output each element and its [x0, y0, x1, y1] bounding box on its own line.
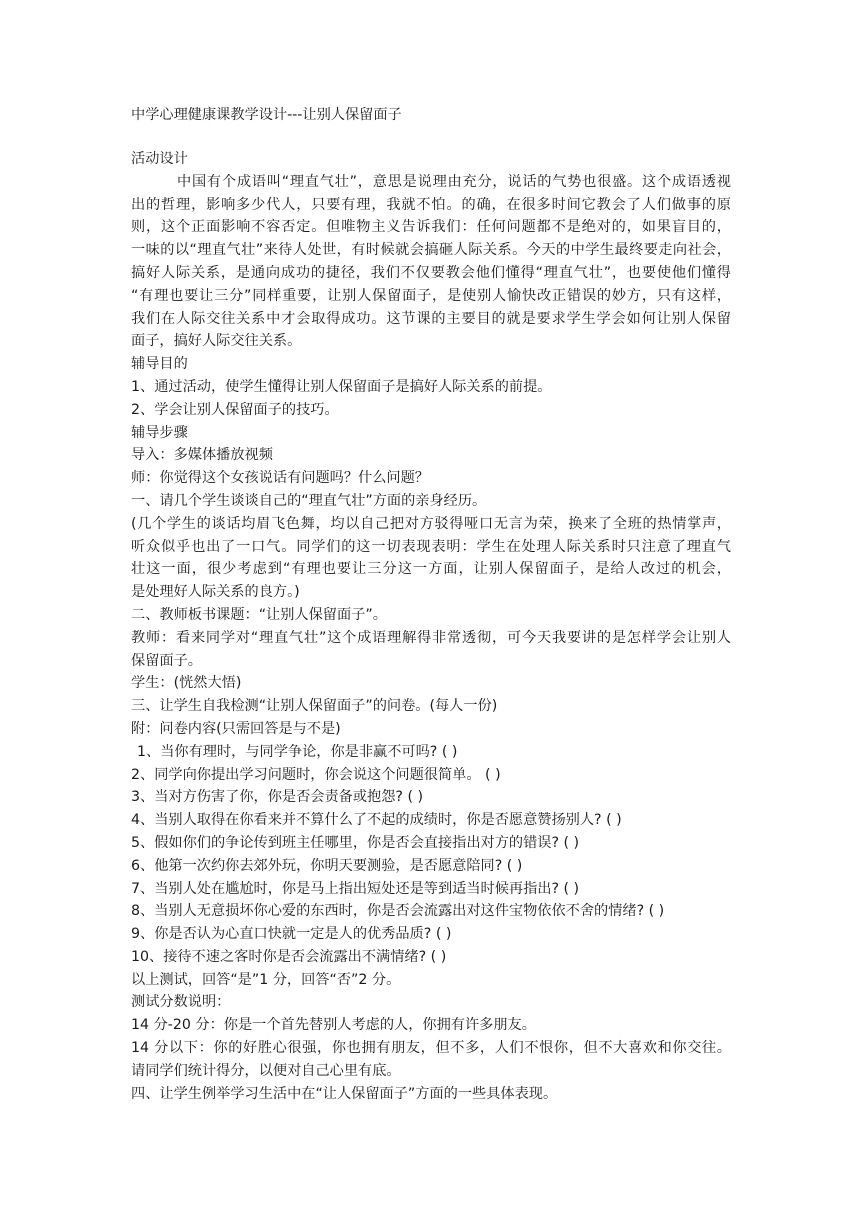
score-explanation: 14 分以下：你的好胜心很强，你也拥有朋友，但不多，人们不恨你，但不大喜欢和你交往。: [131, 1040, 731, 1057]
question-item: 2、同学向你提出学习问题时，你会说这个问题很简单。 ( ): [131, 766, 501, 783]
heading-activity-design: 活动设计: [131, 151, 188, 167]
question-item: 9、你是否认为心直口快就一定是人的优秀品质? ( ): [131, 926, 452, 943]
paragraph-line: “有理也要让三分”同样重要，让别人保留面子，是使别人愉快改正错误的妙方，只有这样，: [131, 287, 731, 304]
list-item: 1、通过活动，使学生懂得让别人保留面子是搞好人际关系的前提。: [131, 378, 552, 395]
paragraph-line: 中国有个成语叫“理直气壮”，意思是说理由充分，说话的气势也很盛。这个成语透视: [177, 173, 731, 190]
paragraph-line: 一味的以“理直气壮”来待人处世，有时候就会搞砸人际关系。今天的中学生最终要走向社会，: [131, 242, 731, 259]
score-explanation: 14 分-20 分：你是一个首先替别人考虑的人，你拥有许多朋友。: [131, 1017, 536, 1034]
paragraph-line: 测试分数说明：: [131, 994, 231, 1011]
paragraph-line: 以上测试，回答“是”1 分，回答“否”2 分。: [131, 971, 401, 988]
paragraph-line: 听众似乎也出了一口气。同学们的这一切表现表明：学生在处理人际关系时只注意了理直气: [131, 538, 731, 555]
paragraph-line: 师：你觉得这个女孩说话有问题吗？什么问题？: [131, 470, 429, 487]
question-item: 10、接待不速之客时你是否会流露出不满情绪? ( ): [131, 948, 447, 965]
paragraph-line: 面子，搞好人际交往关系。: [131, 333, 302, 350]
paragraph-line: 学生：(恍然大悟): [131, 675, 242, 692]
paragraph-line: 四、让学生例举学习生活中在“让人保留面子”方面的一些具体表现。: [131, 1085, 558, 1102]
heading-guidance-goal: 辅导目的: [131, 356, 188, 373]
question-item: 7、当别人处在尴尬时，你是马上指出短处还是等到适当时候再指出? ( ): [131, 880, 580, 897]
list-item: 2、学会让别人保留面子的技巧。: [131, 401, 339, 418]
document-title: 中学心理健康课教学设计---让别人保留面子: [131, 107, 402, 123]
paragraph-line: 请同学们统计得分，以便对自己心里有底。: [131, 1062, 401, 1079]
question-item: 4、当别人取得在你看来并不算什么了不起的成绩时，你是否愿意赞扬别人? ( ): [131, 812, 622, 829]
paragraph-line: 则，这个正面影响不容否定。但唯物主义告诉我们：任何问题都不是绝对的，如果盲目的，: [131, 219, 731, 236]
heading-guidance-steps: 辅导步骤: [131, 424, 188, 441]
document-body: [131, 148, 731, 1105]
question-item: 1、当你有理时，与同学争论，你是非赢不可吗? ( ): [137, 743, 458, 760]
question-item: 6、他第一次约你去郊外玩，你明天要测验，是否愿意陪同? ( ): [131, 857, 523, 874]
paragraph-line: 教师：看来同学对“理直气壮”这个成语理解得非常透彻，可今天我要讲的是怎样学会让别人: [131, 629, 731, 646]
question-item: 5、假如你们的争论传到班主任哪里，你是否会直接指出对方的错误? ( ): [131, 834, 580, 851]
question-item: 8、当别人无意损坏你心爱的东西时，你是否会流露出对这件宝物依依不舍的情绪? ( ): [131, 903, 665, 920]
paragraph-line: 导入：多媒体播放视频: [131, 447, 273, 464]
paragraph-line: (几个学生的谈话均眉飞色舞，均以自己把对方驳得哑口无言为荣，换来了全班的热情掌声，: [131, 515, 731, 532]
paragraph-line: 三、让学生自我检测“让别人保留面子”的问卷。(每人一份): [131, 698, 498, 715]
paragraph-line: 出的哲理，影响多少代人，只要有理，我就不怕。的确，在很多时间它教会了人们做事的原: [131, 196, 731, 213]
paragraph-line: 壮这一面，很少考虑到“有理也要让三分这一方面，让别人保留面子，是给人改过的机会，: [131, 561, 731, 578]
paragraph-line: 二、教师板书课题：“让别人保留面子”。: [131, 606, 387, 623]
paragraph-line: 一、请几个学生谈谈自己的“理直气壮”方面的亲身经历。: [131, 492, 487, 509]
paragraph-line: 是处理好人际关系的良方。): [131, 584, 300, 601]
question-item: 3、当对方伤害了你，你是否会责备或抱怨? ( ): [131, 789, 424, 806]
paragraph-line: 我们在人际交往关系中才会取得成功。这节课的主要目的就是要求学生学会如何让别人保留: [131, 310, 731, 327]
paragraph-line: 保留面子。: [131, 652, 202, 669]
paragraph-line: 附：问卷内容(只需回答是与不是): [131, 720, 341, 737]
paragraph-line: 搞好人际关系，是通向成功的捷径，我们不仅要教会他们懂得“理直气壮”，也要使他们懂得: [131, 264, 731, 281]
